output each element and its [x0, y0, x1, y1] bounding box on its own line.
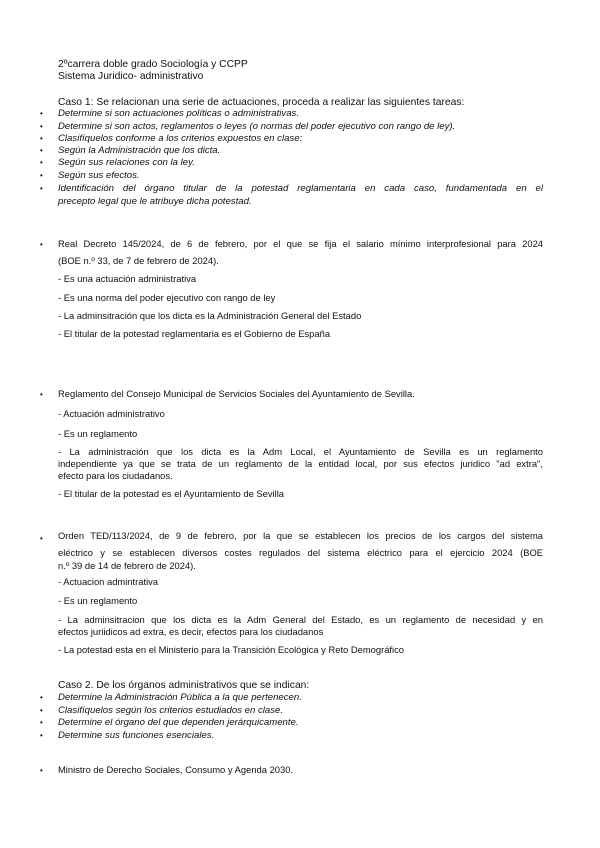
item2-answer: - Es un reglamento — [58, 428, 138, 439]
item3-title-cont: n.º 39 de 14 de febrero de 2024). — [58, 560, 196, 571]
bullet-icon: • — [40, 122, 43, 131]
bullet-icon: • — [40, 184, 43, 193]
bullet-icon: • — [40, 693, 43, 702]
caso2-task: Determine la Administración Pública a la que pertenecen. — [58, 692, 302, 703]
bullet-icon: • — [40, 109, 43, 118]
caso2-item: Ministro de Derecho Sociales, Consumo y Agenda 2030. — [58, 764, 294, 775]
caso2-title: Caso 2. De los órganos administrativos que se indican: — [58, 680, 310, 691]
subject-title: Sistema Juridico- administrativo — [58, 71, 204, 82]
item1-answer: - Es una actuación administrativa — [58, 273, 197, 284]
caso2-task: Clasifíquelos según los criterios estudiados en clase. — [58, 705, 284, 716]
item2-answer: - El titular de la potestad es el Ayuntamiento de Sevilla — [58, 488, 285, 499]
item3-answer: - La adminsitracion que los dicta es la Adm General del Estado, es un reglamento de necesidad y en — [58, 614, 543, 625]
item3-answer: - Es un reglamento — [58, 595, 138, 606]
bullet-icon: • — [40, 390, 43, 399]
bullet-icon: • — [40, 158, 43, 167]
bullet-icon: • — [40, 718, 43, 727]
caso2-task: Determine el órgano del que dependen jerárquicamente. — [58, 717, 299, 728]
caso1-task: Determine si son actos, reglamentos o leyes (o normas del poder ejecutivo con rango de ley). — [58, 121, 456, 132]
caso1-task: Identificación del órgano titular de la potestad reglamentaria en cada caso, fundamentada en el — [58, 183, 543, 194]
item1-title: Real Decreto 145/2024, de 6 de febrero, por el que se fija el salario mínimo interprofesional para 2024 — [58, 238, 543, 249]
item2-answer: - Actuación administrativo — [58, 408, 165, 419]
caso1-task: Según la Administración que los dicta. — [58, 145, 221, 156]
bullet-icon: • — [40, 731, 43, 740]
caso2-task: Determine sus funciones esenciales. — [58, 730, 215, 741]
bullet-icon: • — [40, 171, 43, 180]
item2-answer: efecto para los ciudadanos. — [58, 470, 173, 481]
bullet-icon: • — [40, 240, 43, 249]
caso1-title: Caso 1: Se relacionan una serie de actuaciones, proceda a realizar las siguientes tareas: — [58, 97, 465, 108]
course-title: 2ºcarrera doble grado Sociología y CCPP — [58, 59, 248, 70]
item3-title-cont: eléctrico y se establecen diversos costes regulados del sistema eléctrico para el ejercicio 2024 (BOE — [58, 547, 543, 558]
caso1-task: Clasifíquelos conforme a los criterios expuestos en clase: — [58, 133, 303, 144]
item1-title-cont: (BOE n.º 33, de 7 de febrero de 2024). — [58, 255, 219, 266]
item1-answer: - La adminsitración que los dicta es la Administración General del Estado — [58, 310, 362, 321]
item3-title: Orden TED/113/2024, de 9 de febrero, por la que se establecen los precios de los cargos del sistema — [58, 530, 543, 541]
caso1-task: Determine si son actuaciones políticas o administrativas. — [58, 108, 300, 119]
bullet-icon: • — [40, 766, 43, 775]
item3-answer: - La potestad esta en el Ministerio para la Transición Ecológica y Reto Demográfico — [58, 644, 405, 655]
bullet-icon: • — [40, 146, 43, 155]
bullet-icon: • — [40, 534, 43, 543]
caso1-task: Según sus efectos. — [58, 170, 140, 181]
item2-answer: independiente ya que se trata de un reglamento de la entidad local, por sus efectos juridico "ad extra", — [58, 458, 543, 469]
item3-answer: efectos juriidicos ad extra, es decir, efectos para los ciudadanos — [58, 626, 324, 637]
caso1-task: Según sus relaciones con la ley. — [58, 157, 195, 168]
item2-title: Reglamento del Consejo Municipal de Servicios Sociales del Ayuntamiento de Sevilla. — [58, 388, 415, 399]
item1-answer: - El titular de la potestad reglamentaria es el Gobierno de España — [58, 328, 331, 339]
caso1-task-continuation: precepto legal que le atribuye dicha potestad. — [58, 196, 252, 207]
item1-answer: - Es una norma del poder ejecutivo con rango de ley — [58, 292, 276, 303]
bullet-icon: • — [40, 134, 43, 143]
bullet-icon: • — [40, 706, 43, 715]
item3-answer: - Actuacion admintrativa — [58, 576, 159, 587]
item2-answer: - La administración que los dicta es la Adm Local, el Ayuntamiento de Sevilla es un reglamento — [58, 446, 543, 457]
